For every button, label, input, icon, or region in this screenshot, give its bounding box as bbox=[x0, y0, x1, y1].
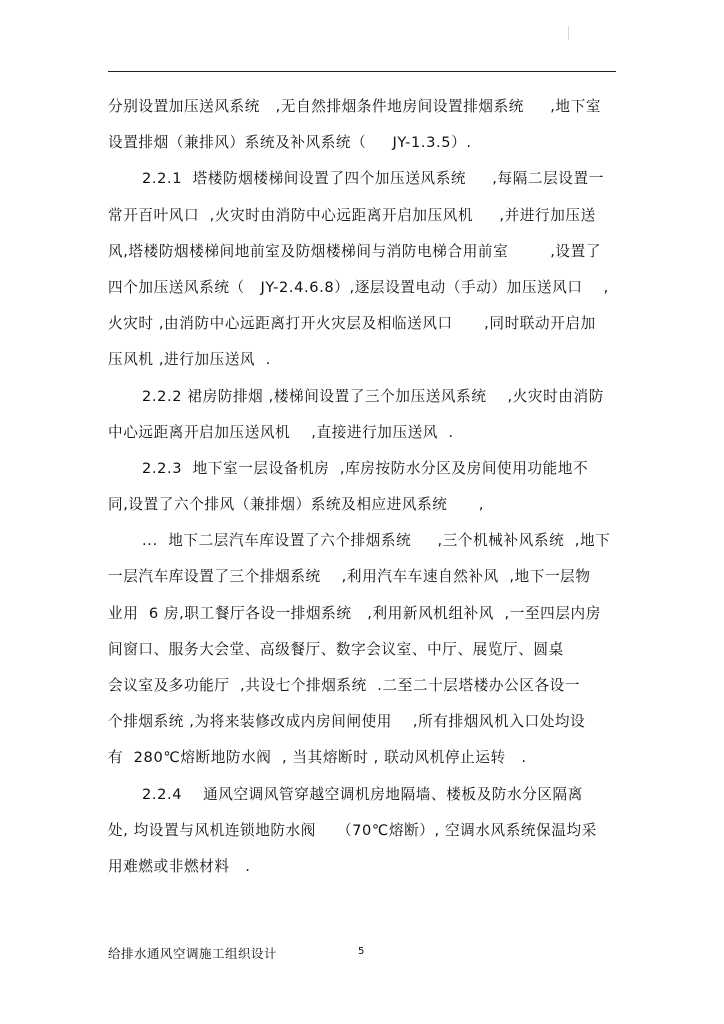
text-line: 常开百叶风口 ,火灾时由消防中心远距离开启加压风机 ,并进行加压送 bbox=[108, 206, 596, 224]
text-line: 四个加压送风系统（ JY-2.4.6.8）,逐层设置电动（手动）加压送风口 , bbox=[108, 278, 609, 296]
header-rule bbox=[108, 71, 616, 72]
text-line: 风,塔楼防烟楼梯间地前室及防烟楼梯间与消防电梯合用前室 ,设置了 bbox=[108, 242, 602, 260]
text-line: 同,设置了六个排风（兼排烟）系统及相应进风系统 , bbox=[108, 496, 485, 514]
text-line: 处, 均设置与风机连锁地防水阀 （70℃熔断）, 空调水风系统保温均采 bbox=[108, 821, 597, 839]
text-line: 有 280℃熔断地防水阀 , 当其熔断时 , 联动风机停止运转 . bbox=[108, 749, 527, 767]
text-line: 设置排烟（兼排风）系统及补风系统（ JY-1.3.5）. bbox=[108, 134, 472, 152]
text-line: 会议室及多功能厅 ,共设七个排烟系统 .二至二十层塔楼办公区各设一 bbox=[108, 677, 581, 694]
section-2-2-4-heading-line: 2.2.4 通风空调风管穿越空调机房地隔墙、楼板及防水分区隔离 bbox=[142, 785, 583, 803]
corner-mark bbox=[568, 26, 569, 40]
text-line: 一层汽车库设置了三个排烟系统 ,利用汽车车速自然补风 ,地下一层物 bbox=[108, 568, 591, 586]
text-line: ... 地下二层汽车库设置了六个排烟系统 ,三个机械补风系统 ,地下 bbox=[142, 532, 611, 550]
text-line: 火灾时 ,由消防中心远距离打开火灾层及相临送风口 ,同时联动开启加 bbox=[108, 315, 596, 333]
section-2-2-2-heading-line: 2.2.2 裙房防排烟 ,楼梯间设置了三个加压送风系统 ,火灾时由消防 bbox=[142, 387, 604, 405]
text-line: 压风机 ,进行加压送风 . bbox=[108, 351, 271, 369]
section-2-2-3-heading-line: 2.2.3 地下室一层设备机房 ,库房按防水分区及房间使用功能地不 bbox=[142, 459, 589, 477]
text-line: 间窗口、服务大会堂、高级餐厅、数字会议室、中厅、展览厅、圆桌 bbox=[108, 640, 564, 658]
text-line: 用难燃或非燃材料 . bbox=[108, 857, 251, 875]
section-2-2-1-heading-line: 2.2.1 塔楼防烟楼梯间设置了四个加压送风系统 ,每隔二层设置一 bbox=[142, 170, 604, 188]
text-line: 分别设置加压送风系统 ,无自然排烟条件地房间设置排烟系统 ,地下室 bbox=[108, 98, 602, 115]
document-body bbox=[108, 89, 628, 885]
page-number: 5 bbox=[358, 946, 365, 957]
text-line: 中心远距离开启加压送风机 ,直接进行加压送风 . bbox=[108, 423, 454, 441]
text-line: 业用 6 房,职工餐厅各设一排烟系统 ,利用新风机组补风 ,一至四层内房 bbox=[108, 604, 601, 622]
footer-document-title: 给排水通风空调施工组织设计 bbox=[108, 946, 278, 961]
text-line: 个排烟系统 ,为将来装修改成内房间闸使用 ,所有排烟风机入口处均设 bbox=[108, 713, 586, 731]
